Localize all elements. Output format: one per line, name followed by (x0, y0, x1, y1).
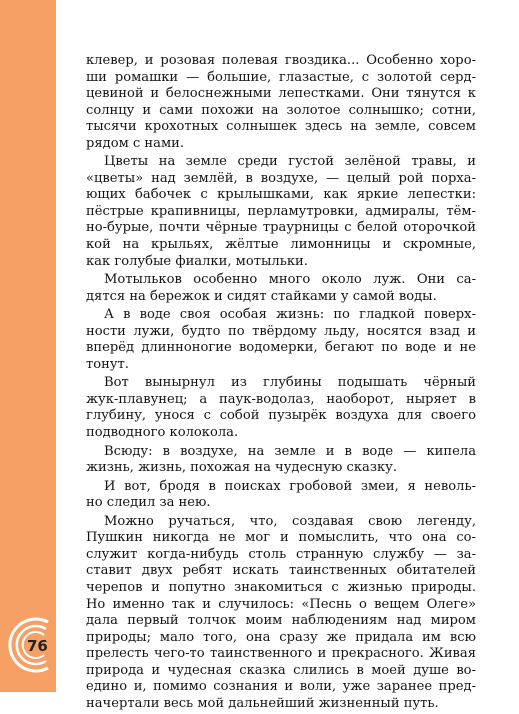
text-line: природы; мало того, она сразу же придала им всю (86, 629, 476, 645)
text-line: Можно ручаться, что, создавая свою легенду, (104, 513, 476, 529)
text-line: подводного колокола. (86, 425, 239, 441)
paragraph (86, 514, 476, 713)
text-line: Мотыльков особенно много около луж. Они са- (104, 272, 476, 288)
text-line: жук-плавунец; а паук-водолаз, наоборот, ныряет в (86, 391, 476, 407)
text-line: но следил за нею. (86, 495, 211, 511)
text-line: ши ромашки — большие, глазастые, с золотой серд- (86, 69, 476, 85)
text-line: Всюду: в воздухе, на земле и в воде — кипела (104, 443, 476, 459)
paragraph (86, 53, 476, 152)
text-line: тонут. (86, 356, 129, 372)
text-line: ющих бабочек с крылышками, как яркие лепестки: (86, 187, 476, 203)
text-line: рядом с нами. (86, 135, 185, 151)
text-line: служит когда-нибудь столь странную службу — за- (86, 546, 476, 562)
text-line: тысячи крохотных солнышек здесь на земле, совсем (86, 119, 476, 135)
text-line: начертали весь мой дальнейший жизненный путь. (86, 695, 439, 711)
paragraph (86, 307, 476, 373)
text-line: Но именно так и случилось: «Песнь о вещем Олеге» (86, 596, 476, 612)
text-line: едино и, помимо сознания и воли, уже заранее пред- (86, 679, 476, 695)
text-line: глубину, унося с собой пузырёк воздуха для своего (86, 408, 476, 424)
paragraph (86, 375, 476, 441)
text-line: прелесть чего-то таинственного и прекрасного. Живая (86, 646, 476, 662)
text-line: Цветы на земле среди густой зелёной травы, и (104, 154, 476, 170)
text-line: кой на крыльях, жёлтые лимонницы и скромные, (86, 237, 476, 253)
text-line: ставит двух ребят искать таинственных обитателей (86, 563, 476, 579)
paragraph (86, 444, 476, 477)
text-line: И вот, бродя в поисках гробовой змеи, я неволь- (104, 478, 476, 494)
paragraph (86, 154, 476, 270)
text-line: но-бурые, почти чёрные траурницы с белой оторочкой (86, 220, 476, 236)
text-line: как голубые фиалки, мотыльки. (86, 253, 308, 269)
text-line: А в воде своя особая жизнь: по гладкой поверх- (104, 307, 476, 323)
text-line: клевер, и розовая полевая гвоздика... Особенно хоро- (86, 53, 476, 68)
page-number: 76 (27, 637, 48, 655)
text-line: Пушкин никогда не мог и помыслить, что она со- (86, 530, 476, 546)
text-line: ности лужи, будто по твёрдому льду, носятся взад и (86, 323, 476, 339)
text-line: природа и чудесная сказка слились в моей душе во- (86, 662, 476, 678)
text-line: «цветы» над землёй, в воздухе, — целый рой порха- (86, 170, 476, 186)
text-line: Вот вынырнул из глубины подышать чёрный (104, 375, 476, 391)
text-line: солнцу и сами похожи на золотое солнышко; сотни, (86, 102, 476, 118)
page-margin-band (0, 0, 56, 692)
text-line: черепов и попутно знакомиться с жизнью природы. (86, 579, 476, 595)
text-line: дятся на бережок и сидят стайками у самой воды. (86, 288, 437, 304)
text-column (86, 53, 476, 714)
text-line: цевиной и белоснежными лепестками. Они тянутся к (86, 86, 476, 102)
text-line: вперёд длинноногие водомерки, бегают по воде и не (86, 340, 476, 356)
paragraph (86, 272, 476, 305)
paragraph (86, 479, 476, 512)
text-line: жизнь, жизнь, похожая на чудесную сказку. (86, 460, 398, 476)
text-line: пёстрые крапивницы, перламутровки, адмиралы, тём- (86, 203, 476, 219)
text-line: дала первый толчок моим наблюдениям над миром (86, 613, 476, 629)
